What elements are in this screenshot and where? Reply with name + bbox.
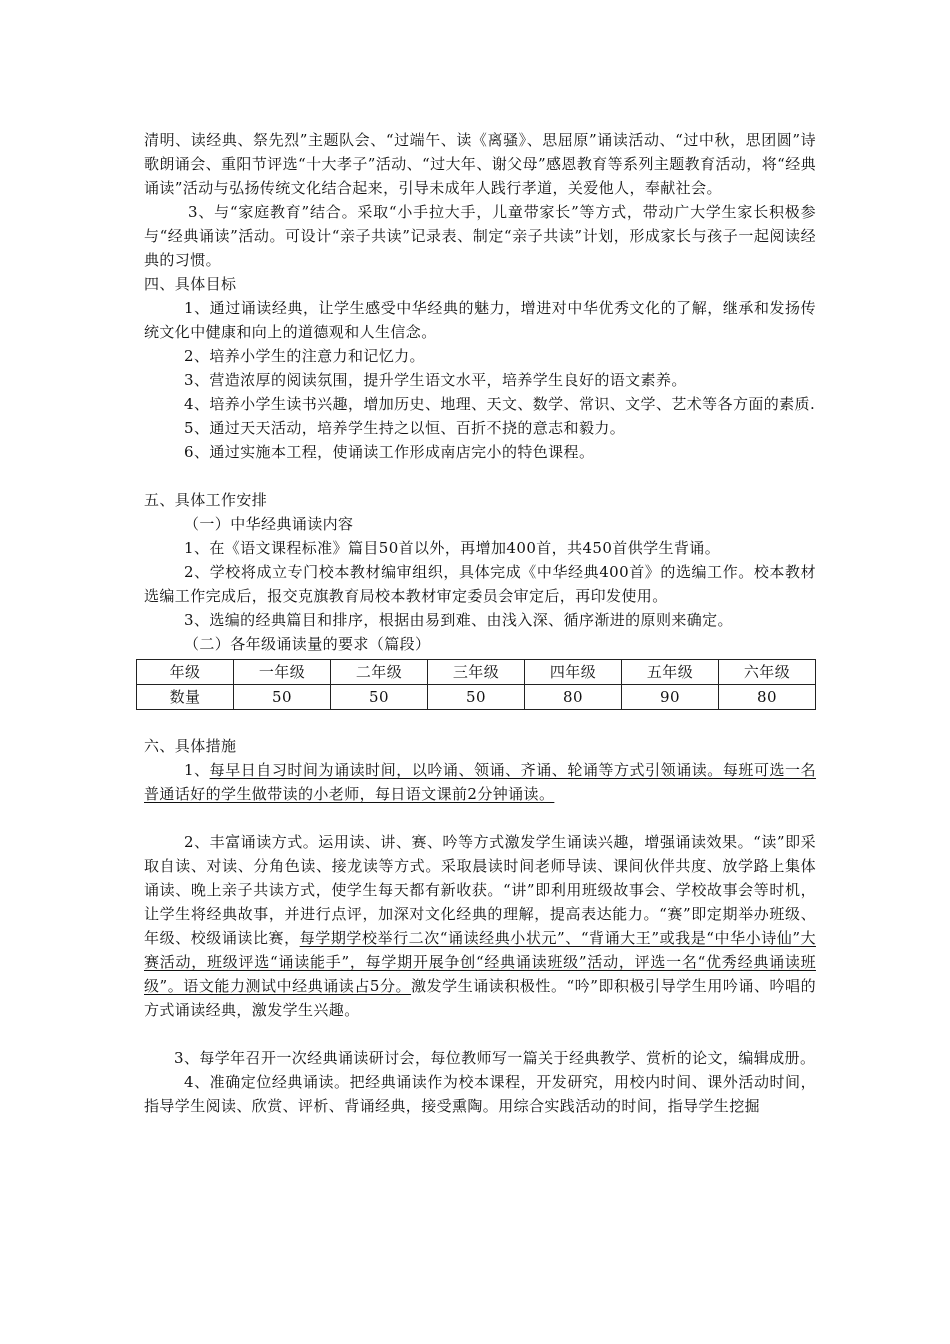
measure-item-2 [144, 830, 816, 1022]
table-header-cell: 一年级 [234, 660, 331, 685]
table-header-cell: 二年级 [331, 660, 428, 685]
spacer [144, 464, 816, 488]
paragraph-festival-activities: 清明、读经典、祭先烈”主题队会、“过端午、读《离骚》、思屈原”诵读活动、“过中秋，思团圆”诗歌朗诵会、重阳节评选“十大孝子”活动、“过大年、谢父母”感恩教育等系列主题教育活动，将“经典诵读”活动与弘扬传统文化结合起来，引导未成年人践行孝道，关爱他人，奉献社会。 [144, 131, 816, 197]
table-header-cell: 年级 [137, 660, 234, 685]
content-item-1: 1、在《语文课程标准》篇目50首以外，再增加400首，共450首供学生背诵。 [184, 539, 721, 557]
grade-requirement-table [136, 659, 816, 710]
table-cell: 50 [428, 685, 525, 710]
table-header-cell: 六年级 [719, 660, 816, 685]
spacer [144, 1022, 816, 1046]
subsection-5-1-title: （一）中华经典诵读内容 [184, 515, 354, 533]
table-row [137, 685, 816, 710]
spacer [144, 710, 816, 734]
measure-item-2-contest-text: “赛”即定期举办班级、年级、校级诵读比赛， [144, 905, 816, 947]
goal-item-1: 1、通过诵读经典，让学生感受中华经典的魅力，增进对中华优秀文化的了解，继承和发扬传统文化中健康和向上的道德观和人生信念。 [144, 299, 816, 341]
section-4-title: 四、具体目标 [144, 275, 237, 293]
measure-item-2-tail-text: 激发学生诵读积极性。“吟”即积极引导学生用吟诵、吟唱的方式诵读经典，激发学生兴趣。 [144, 977, 817, 1019]
section-5-title: 五、具体工作安排 [144, 491, 268, 509]
content-item-3: 3、选编的经典篇目和排序，根据由易到难、由浅入深、循序渐进的原则来确定。 [184, 611, 733, 629]
goal-item-6: 6、通过实施本工程，使诵读工作形成南店完小的特色课程。 [184, 443, 595, 461]
spacer [144, 806, 816, 830]
table-cell: 50 [331, 685, 428, 710]
measure-item-1-underlined-text: 每早日自习时间为诵读时间，以吟诵、领诵、齐诵、轮诵等方式引领诵读。每班可选一名普通话好的学生做带读的小老师，每日语文课前2分钟诵读。 [144, 761, 817, 803]
measure-item-2-underlined-text: 每学期学校举行二次“诵读经典小状元”、“背诵大王”或我是“中华小诗仙”大赛活动，班级评选“诵读能手”，每学期开展争创“经典诵读班级”活动，评选一名“优秀经典诵读班级”。语文能力测试中经典诵读占5分。 [144, 929, 816, 995]
table-header-cell: 四年级 [525, 660, 622, 685]
measure-item-1 [144, 758, 816, 806]
table-cell: 数量 [137, 685, 234, 710]
measure-item-3: 3、每学年召开一次经典诵读研讨会，每位教师写一篇关于经典教学、赏析的论文，编辑成册。 [174, 1049, 816, 1067]
goal-item-2: 2、培养小学生的注意力和记忆力。 [184, 347, 425, 365]
measure-item-1-number: 1、 [184, 761, 210, 779]
goal-item-4: 4、培养小学生读书兴趣，增加历史、地理、天文、数学、常识、文学、艺术等各方面的素质. [184, 395, 816, 413]
goal-item-5: 5、通过天天活动，培养学生持之以恒、百折不挠的意志和毅力。 [184, 419, 626, 437]
document-body [144, 128, 816, 1118]
measure-item-4: 4、准确定位经典诵读。把经典诵读作为校本课程，开发研究，用校内时间、课外活动时间，指导学生阅读、欣赏、评析、背诵经典，接受熏陶。用综合实践活动的时间，指导学生挖掘 [144, 1073, 816, 1115]
table-cell: 80 [525, 685, 622, 710]
paragraph-family-education: 3、与“家庭教育”结合。采取“小手拉大手，儿童带家长”等方式，带动广大学生家长积极参与“经典诵读”活动。可设计“亲子共读”记录表、制定“亲子共读”计划，形成家长与孩子一起阅读经典的习惯。 [144, 203, 816, 269]
section-6-title: 六、具体措施 [144, 737, 237, 755]
measure-item-2-text: 2、丰富诵读方式。运用读、讲、赛、吟等方式激发学生诵读兴趣，增强诵读效果。“读”即采取自读、对读、分角色读、接龙读等方式。采取晨读时间老师导读、课间伙伴共度、放学路上集体诵读、晚上亲子共读方式，使学生每天都有新收获。“讲”即利用班级故事会、学校故事会等时机，让学生将经典故事，并进行点评，加深对文化经典的理解，提高表达能力。 [144, 833, 816, 923]
table-header-cell: 五年级 [622, 660, 719, 685]
table-cell: 80 [719, 685, 816, 710]
content-item-2: 2、学校将成立专门校本教材编审组织，具体完成《中华经典400首》的选编工作。校本教材选编工作完成后，报交克旗教育局校本教材审定委员会审定后，再印发使用。 [144, 563, 816, 605]
subsection-5-2-title: （二）各年级诵读量的要求（篇段） [184, 635, 431, 653]
table-header-cell: 三年级 [428, 660, 525, 685]
goal-item-3: 3、营造浓厚的阅读氛围，提升学生语文水平，培养学生良好的语文素养。 [184, 371, 687, 389]
table-cell: 50 [234, 685, 331, 710]
table-cell: 90 [622, 685, 719, 710]
table-row [137, 660, 816, 685]
